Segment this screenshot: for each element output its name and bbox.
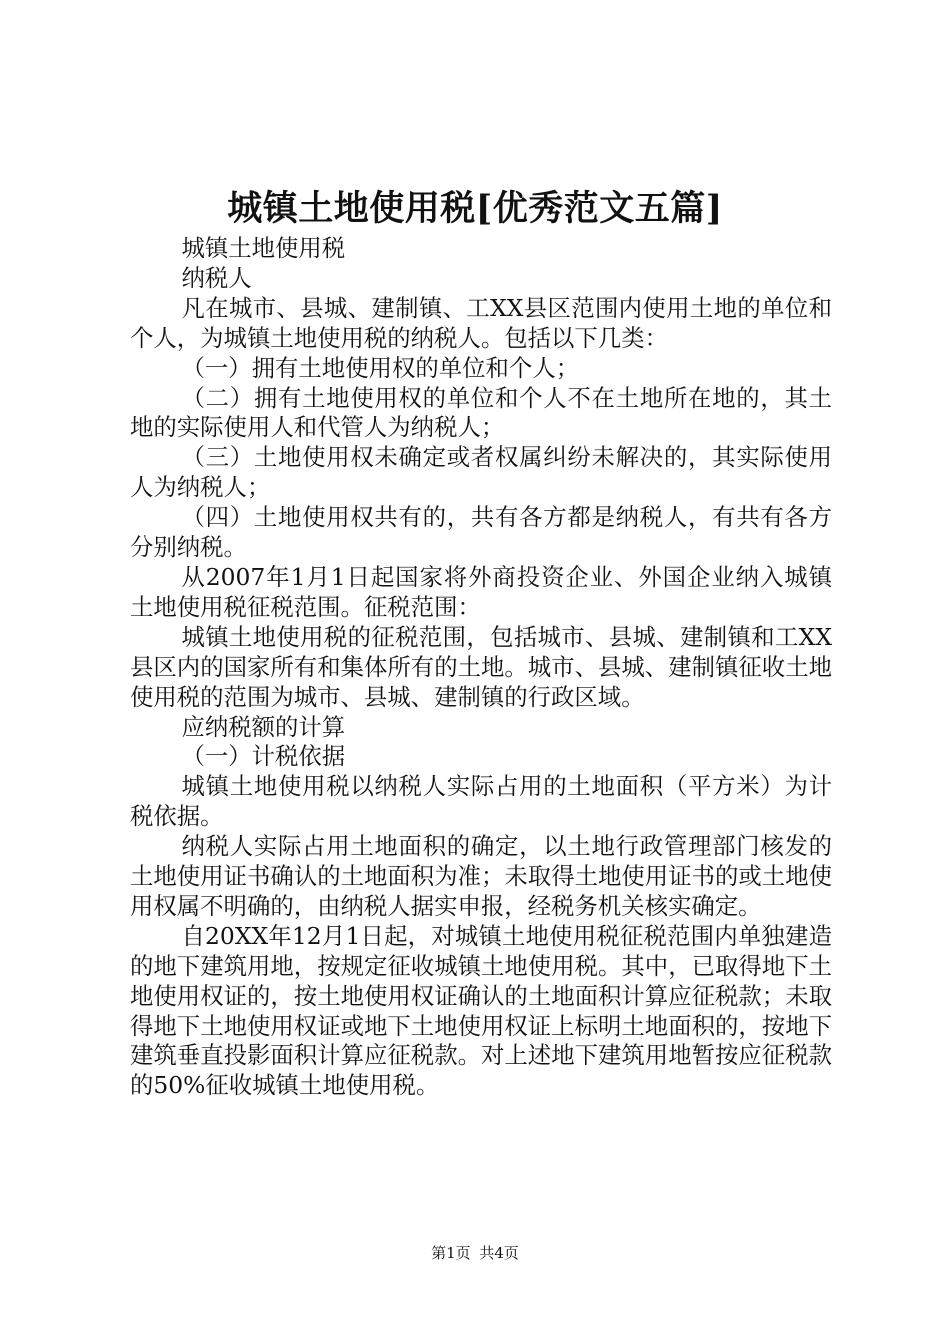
page-number: 第1页 (431, 1244, 471, 1262)
paragraph: 纳税人实际占用土地面积的确定，以土地行政管理部门核发的土地使用证书确认的土地面积为准；未取得土地使用证书的或土地使用权属不明确的，由纳税人据实申报，经税务机关核实确定。 (130, 832, 832, 920)
document-body (130, 234, 832, 1101)
paragraph: （一）计税依据 (181, 742, 346, 771)
document-title: 城镇土地使用税[优秀范文五篇] (227, 188, 723, 229)
paragraph: 城镇土地使用税的征税范围，包括城市、县城、建制镇和工XX县区内的国家所有和集体所有的土地。城市、县城、建制镇征收土地使用税的范围为城市、县城、建制镇的行政区域。 (130, 622, 832, 711)
page-total: 共4页 (479, 1244, 519, 1262)
paragraph: 城镇土地使用税 (181, 234, 346, 262)
paragraph: （一）拥有土地使用权的单位和个人； (181, 353, 580, 382)
paragraph: （四）土地使用权共有的，共有各方都是纳税人，有共有各方分别纳税。 (130, 503, 832, 562)
paragraph: 凡在城市、县城、建制镇、工XX县区范围内使用土地的单位和个人，为城镇土地使用税的纳税人。包括以下几类： (130, 293, 832, 352)
paragraph: 应纳税额的计算 (181, 712, 346, 741)
paragraph: （三）土地使用权未确定或者权属纠纷未解决的，其实际使用人为纳税人； (130, 443, 832, 502)
page-footer (0, 1243, 950, 1263)
paragraph: 从2007年1月1日起国家将外商投资企业、外国企业纳入城镇土地使用税征税范围。征税范围： (130, 562, 832, 621)
paragraph: （二）拥有土地使用权的单位和个人不在土地所在地的，其土地的实际使用人和代管人为纳税人； (130, 383, 832, 442)
paragraph: 自20XX年12月1日起，对城镇土地使用税征税范围内单独建造的地下建筑用地，按规定征收城镇土地使用税。其中，已取得地下土地使用权证的，按土地使用权证确认的土地面积计算应征税款；未取得地下土地使用权证或地下土地使用权证上标明土地面积的，按地下建筑垂直投影面积计算应征税款。对上述地下建筑用地暂按应征税款的50%征收城镇土地使用税。 (130, 921, 832, 1100)
paragraph: 城镇土地使用税以纳税人实际占用的土地面积（平方米）为计税依据。 (130, 772, 832, 831)
paragraph: 纳税人 (181, 263, 252, 292)
